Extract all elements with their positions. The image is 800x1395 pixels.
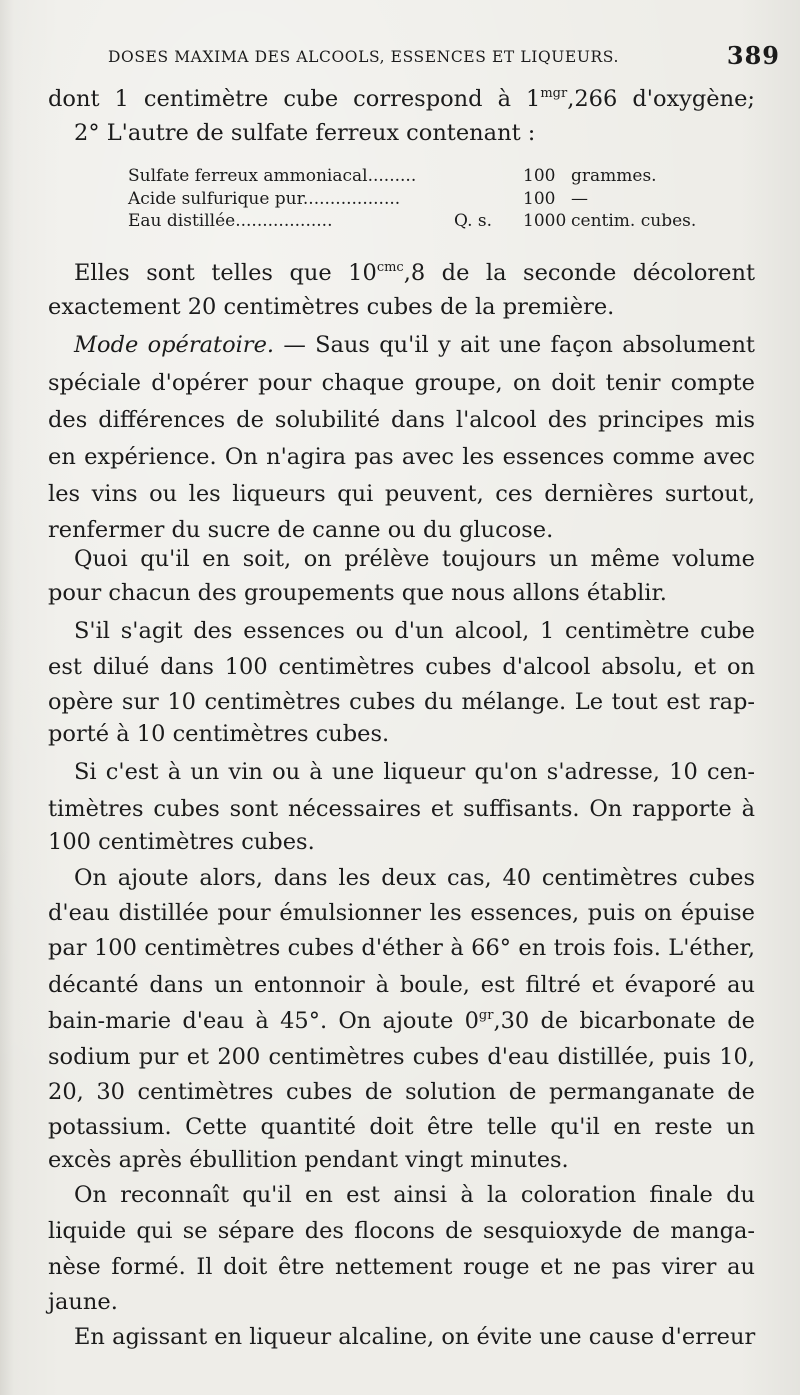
- text-line-15: opère sur 10 centimètres cubes du mélange. Le tout est rap-: [48, 689, 755, 715]
- text-line-5: Mode opératoire. — Saus qu'il y ait une façon absolument: [74, 332, 755, 358]
- table-cell-qs: Q. s.: [454, 211, 493, 231]
- text-line-18: timètres cubes sont nécessaires et suffisants. On rapporte à: [48, 796, 755, 822]
- text-line-13: S'il s'agit des essences ou d'un alcool, 1 centimètre cube: [74, 618, 755, 644]
- reagent-table: [128, 165, 728, 233]
- table-cell-unit: centim. cubes.: [571, 211, 697, 231]
- page-number: 389: [726, 41, 780, 70]
- text-line-17: Si c'est à un vin ou à une liqueur qu'on s'adresse, 10 cen-: [74, 759, 755, 785]
- table-row: [128, 165, 728, 188]
- text-line-30: liquide qui se sépare des flocons de sesquioxyde de manga-: [48, 1218, 755, 1244]
- text-line-11: Quoi qu'il en soit, on prélève toujours un même volume: [74, 546, 755, 572]
- text-line-14: est dilué dans 100 centimètres cubes d'alcool absolu, et on: [48, 654, 755, 680]
- table-cell-name: Acide sulfurique pur..................: [128, 188, 401, 209]
- table-row: [128, 188, 728, 211]
- text-line-23: décanté dans un entonnoir à boule, est filtré et évaporé au: [48, 972, 755, 998]
- text-line-26: 20, 30 centimètres cubes de solution de permanganate de: [48, 1079, 755, 1105]
- text-line-22: par 100 centimètres cubes d'éther à 66° en trois fois. L'éther,: [48, 935, 755, 961]
- text-line-7: des différences de solubilité dans l'alcool des principes mis: [48, 407, 755, 433]
- table-cell-name: Eau distillée..................: [128, 211, 333, 231]
- table-row: [128, 210, 728, 233]
- table-cell-quantity: 1000: [523, 211, 567, 231]
- text-line-31: nèse formé. Il doit être nettement rouge et ne pas virer au: [48, 1254, 755, 1280]
- table-cell-quantity: 100: [523, 188, 556, 209]
- text-line-1: dont 1 centimètre cube correspond à $1^{mgr},266$ d'oxygène;: [48, 86, 755, 112]
- text-line-28: excès après ébullition pendant vingt minutes.: [48, 1147, 569, 1173]
- text-line-25: sodium pur et 200 centimètres cubes d'eau distillée, puis 10,: [48, 1044, 755, 1070]
- text-line-29: On reconnaît qu'il en est ainsi à la coloration finale du: [74, 1182, 755, 1208]
- text-line-19: 100 centimètres cubes.: [48, 829, 315, 855]
- table-cell-unit: grammes.: [571, 166, 657, 186]
- running-head: DOSES MAXIMA DES ALCOOLS, ESSENCES ET LIQUEURS.: [108, 48, 619, 66]
- text-line-27: potassium. Cette quantité doit être telle qu'il en reste un: [48, 1114, 755, 1140]
- text-line-12: pour chacun des groupements que nous allons établir.: [48, 580, 667, 606]
- text-line-33: En agissant en liqueur alcaline, on évite une cause d'erreur: [74, 1324, 756, 1350]
- text-line-4: exactement 20 centimètres cubes de la première.: [48, 294, 615, 320]
- text-line-32: jaune.: [48, 1289, 118, 1315]
- text-line-2: 2° L'autre de sulfate ferreux contenant :: [74, 120, 536, 146]
- text-line-6: spéciale d'opérer pour chaque groupe, on doit tenir compte: [48, 370, 755, 396]
- text-line-9: les vins ou les liqueurs qui peuvent, ces dernières surtout,: [48, 481, 755, 507]
- text-line-24: bain-marie d'eau à 45°. On ajoute $0^{gr},30$ de bicarbonate de: [48, 1008, 755, 1034]
- text-line-16: porté à 10 centimètres cubes.: [48, 721, 390, 747]
- text-line-8: en expérience. On n'agira pas avec les essences comme avec: [48, 444, 755, 470]
- table-cell-name: Sulfate ferreux ammoniacal.........: [128, 166, 417, 186]
- page-header: [0, 38, 800, 78]
- text-line-21: d'eau distillée pour émulsionner les essences, puis on épuise: [48, 900, 755, 926]
- text-line-20: On ajoute alors, dans les deux cas, 40 centimètres cubes: [74, 865, 755, 891]
- table-cell-unit: —: [571, 188, 588, 209]
- text-line-10: renfermer du sucre de canne ou du glucose.: [48, 517, 554, 543]
- table-cell-quantity: 100: [523, 166, 556, 186]
- text-line-3: Elles sont telles que $10^{cmc},8$ de la seconde décolorent: [74, 260, 755, 286]
